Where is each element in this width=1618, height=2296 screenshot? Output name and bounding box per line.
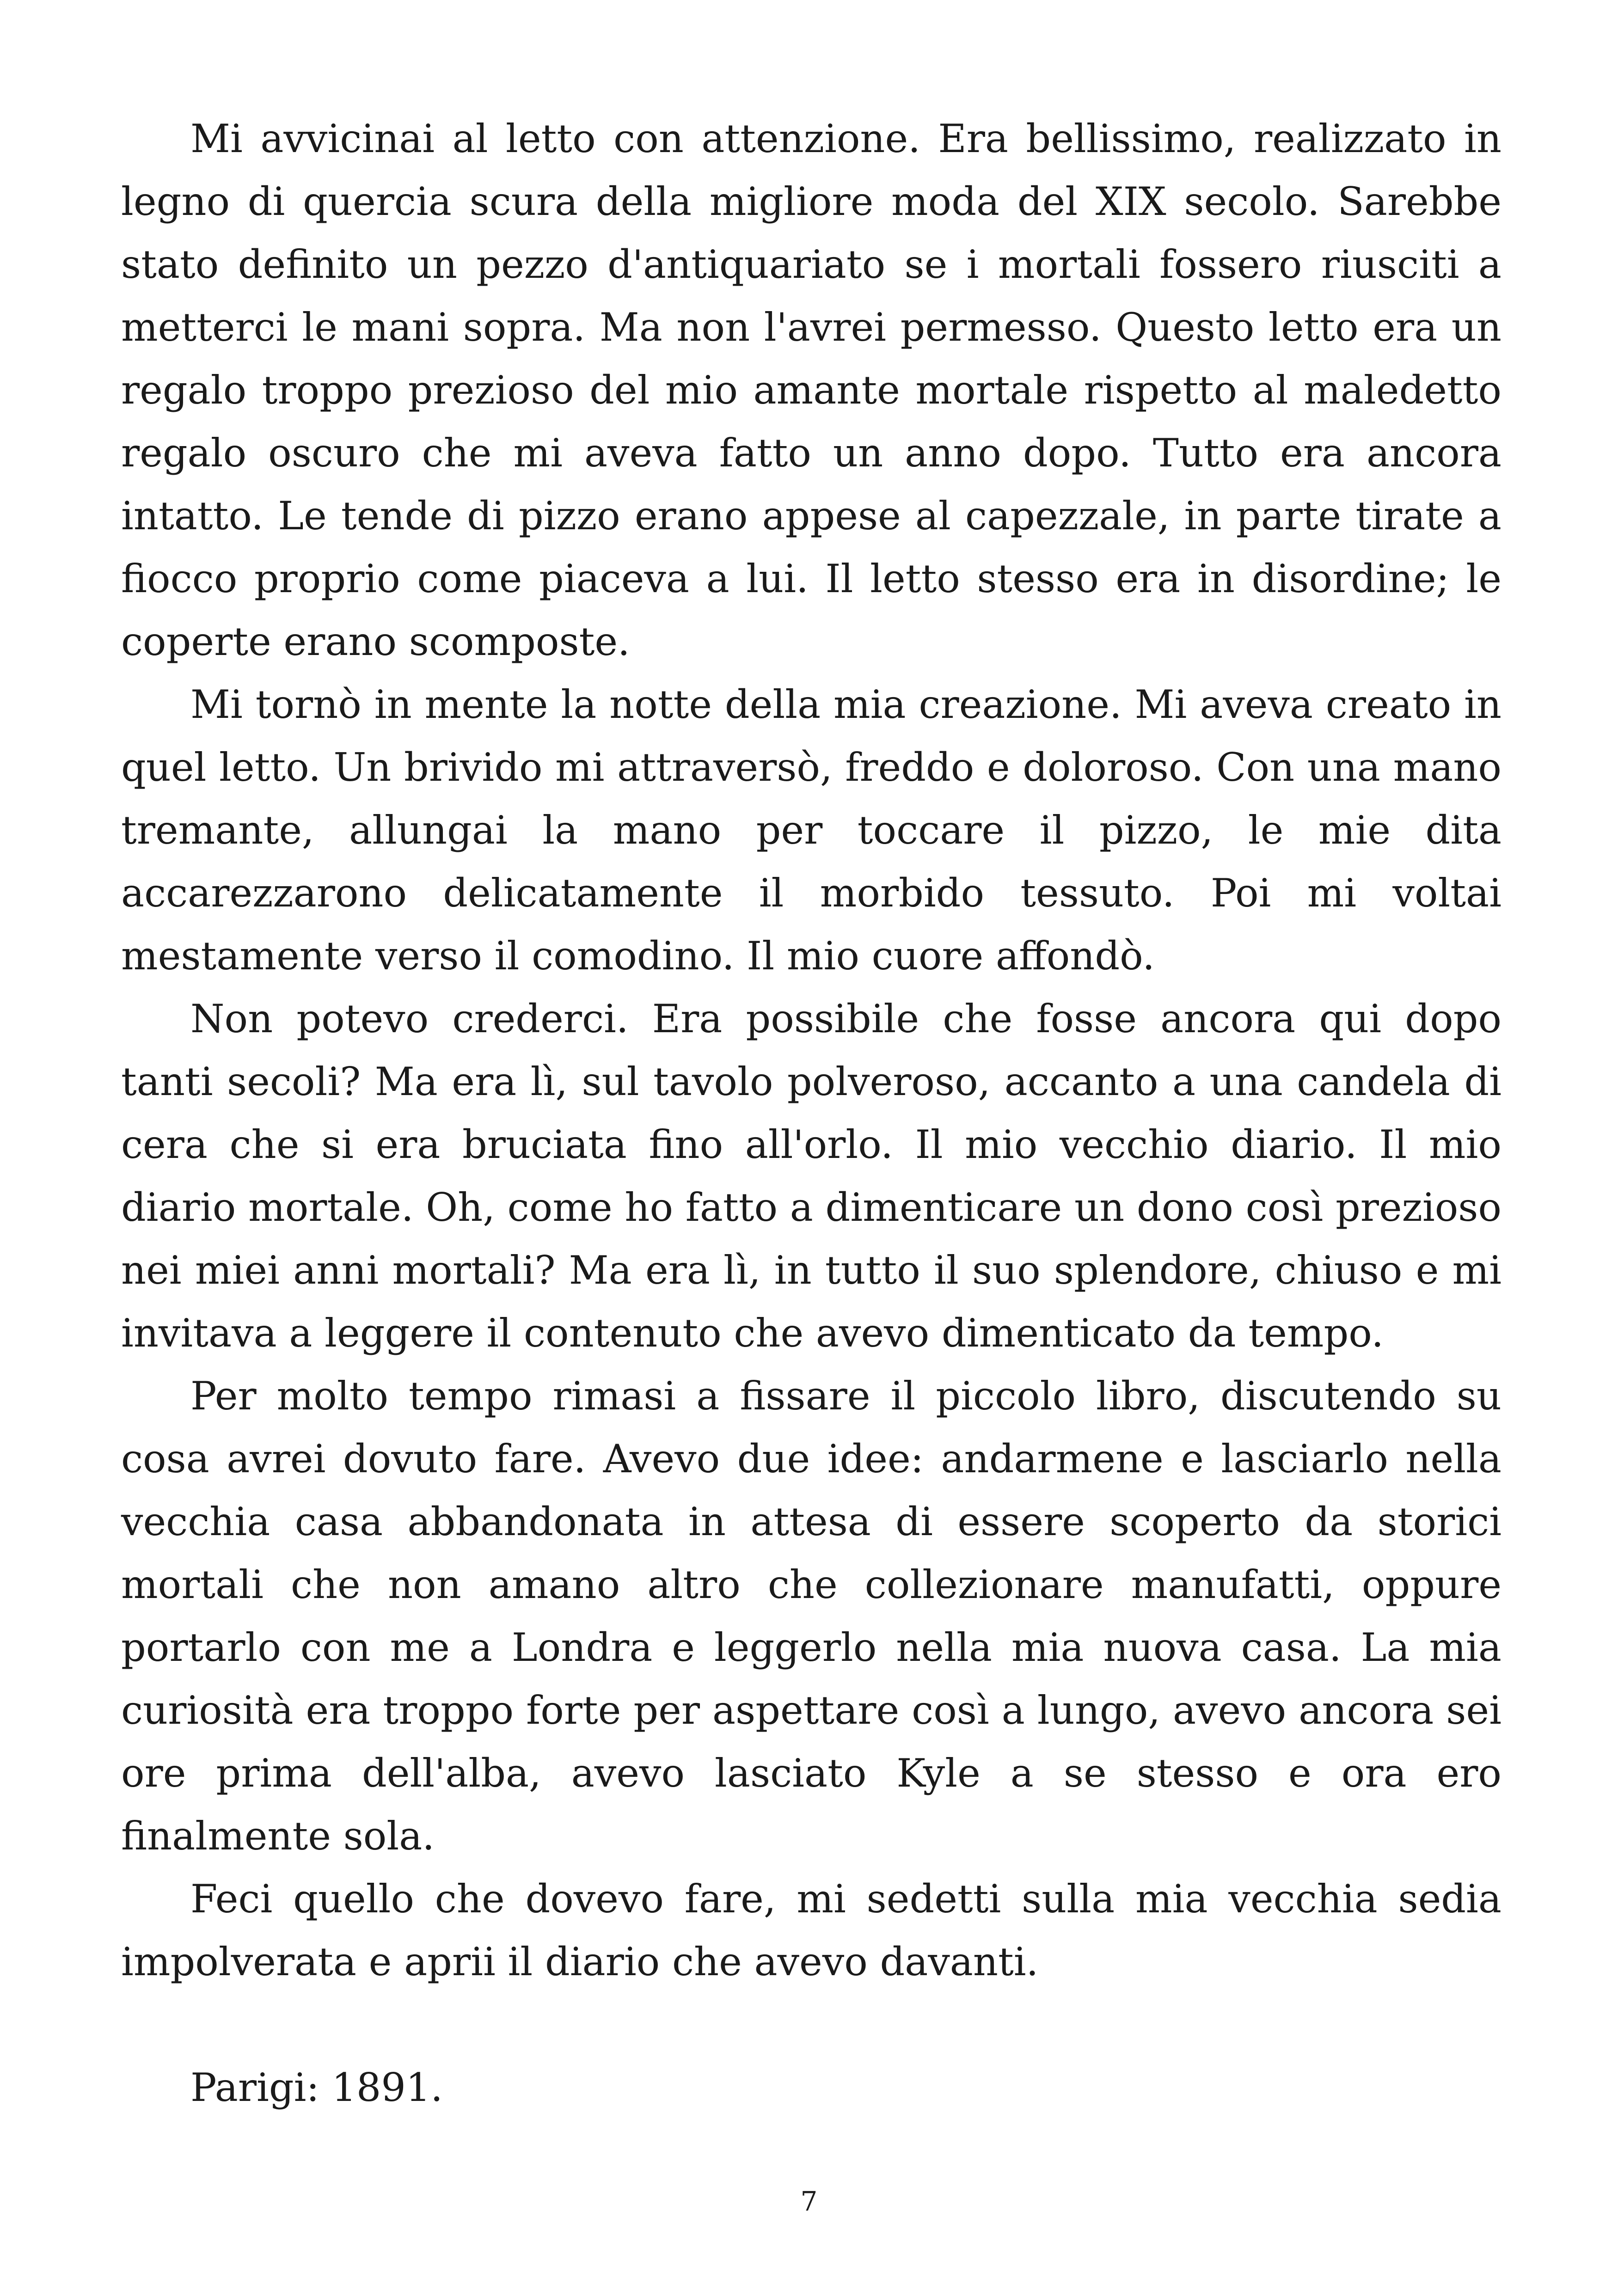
- page-number: 7: [800, 2186, 818, 2217]
- paragraph-4: Per molto tempo rimasi a fissare il piccolo libro, discutendo su cosa avrei dovuto fare. Avevo due idee: andarmene e lasciarlo nella vecchia casa abbandonata in attesa di essere scoperto da storici mortali che non amano altro che collezionare manufatti, oppure portarlo con me a Londra e leggerlo nella mia nuova casa. La mia curiosità era troppo forte per aspettare così a lungo, avevo ancora sei ore prima dell'alba, avevo lasciato Kyle a se stesso e ora ero finalmente sola.: [121, 1373, 1502, 1859]
- page-body: [121, 107, 1502, 2119]
- paragraph-3: Non potevo crederci. Era possibile che fosse ancora qui dopo tanti secoli? Ma era lì, sul tavolo polveroso, accanto a una candela di cera che si era bruciata fino all'orlo. Il mio vecchio diario. Il mio diario mortale. Oh, come ho fatto a dimenticare un dono così prezioso nei miei anni mortali? Ma era lì, in tutto il suo splendore, chiuso e mi invitava a leggere il contenuto che avevo dimenticato da tempo.: [121, 996, 1502, 1356]
- section-heading: Parigi: 1891.: [190, 2065, 443, 2110]
- paragraph-5: Feci quello che dovevo fare, mi sedetti sulla mia vecchia sedia impolverata e aprii il diario che avevo davanti.: [121, 1876, 1502, 1984]
- paragraph-1: Mi avvicinai al letto con attenzione. Era bellissimo, realizzato in legno di quercia scura della migliore moda del XIX secolo. Sarebbe stato definito un pezzo d'antiquariato se i mortali fossero riusciti a metterci le mani sopra. Ma non l'avrei permesso. Questo letto era un regalo troppo prezioso del mio amante mortale rispetto al maledetto regalo oscuro che mi aveva fatto un anno dopo. Tutto era ancora intatto. Le tende di pizzo erano appese al capezzale, in parte tirate a fiocco proprio come piaceva a lui. Il letto stesso era in disordine; le coperte erano scomposte.: [121, 116, 1502, 664]
- paragraph-2: Mi tornò in mente la notte della mia creazione. Mi aveva creato in quel letto. Un brivido mi attraversò, freddo e doloroso. Con una mano tremante, allungai la mano per toccare il pizzo, le mie dita accarezzarono delicatamente il morbido tessuto. Poi mi voltai mestamente verso il comodino. Il mio cuore affondò.: [121, 682, 1502, 979]
